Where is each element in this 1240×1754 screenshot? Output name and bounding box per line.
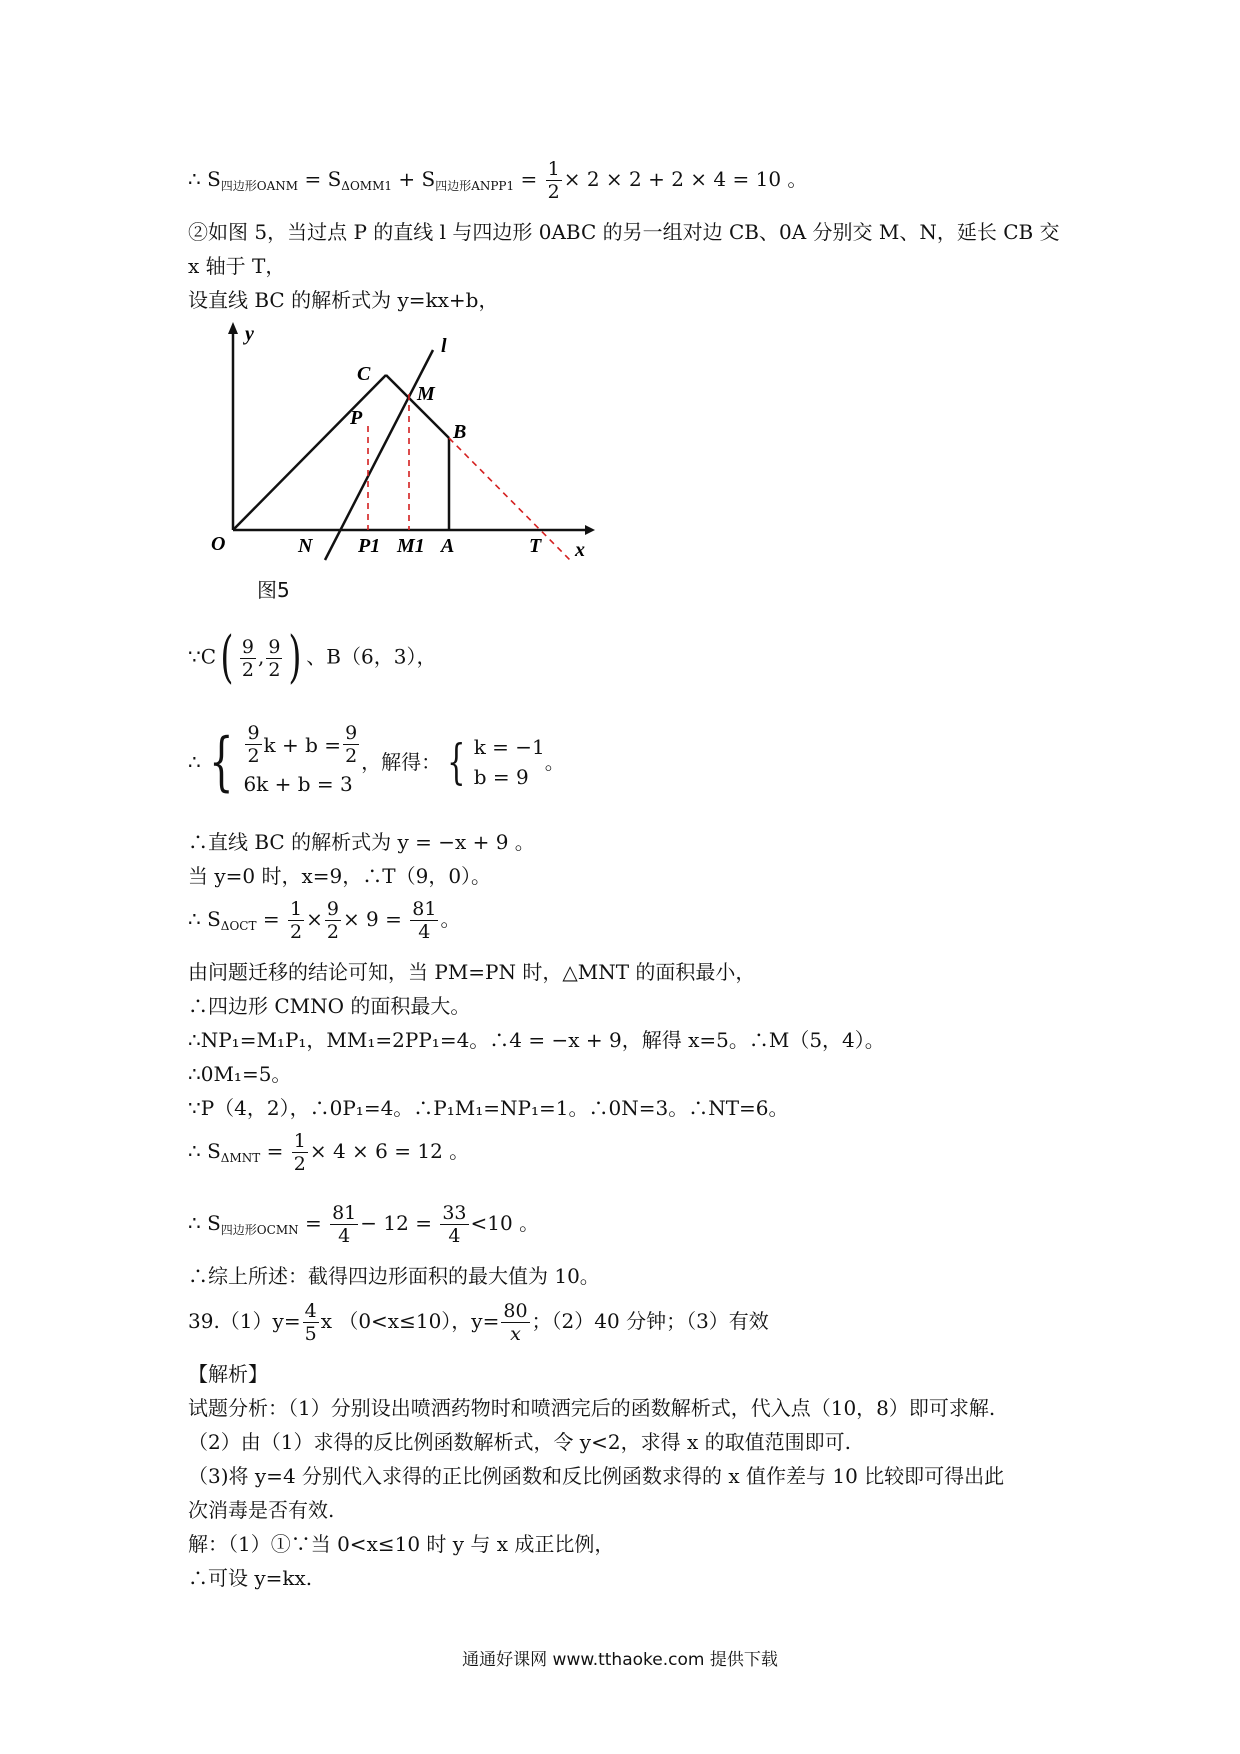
- x-axis-arrow-icon: [585, 525, 595, 535]
- text-line: ∴综上所述：截得四边形面积的最大值为 10。: [188, 1264, 600, 1288]
- label-x: x: [575, 539, 585, 561]
- text-line: ∴可设 y=kx.: [188, 1566, 313, 1590]
- equation-system-line: ∴ { $\frac{9}{2}$ k + b = $\frac{9}{2}$ 6k + b = 3 ，解得： { k = −1 b = 9 。: [188, 722, 565, 801]
- label-m1: M1: [397, 535, 425, 557]
- label-p1: P1: [358, 535, 381, 557]
- label-p: P: [350, 407, 363, 429]
- label-a: A: [441, 535, 455, 557]
- text-line: 次消毒是否有效.: [188, 1498, 335, 1522]
- text-line: 解：（1）①∵当 0<x≤10 时 y 与 x 成正比例，: [188, 1532, 615, 1556]
- text-line: ∴0M₁=5。: [188, 1062, 292, 1086]
- fraction-one-half: $\frac{1}{2}$: [547, 158, 560, 203]
- text-line: ∴NP₁=M₁P₁，MM₁=2PP₁=4。∴4 = −x + 9，解得 x=5。∴M（5，4）。: [188, 1028, 885, 1052]
- text-line: 试题分析：（1）分别设出喷洒药物时和喷洒完后的函数解析式，代入点（10，8）即可求解.: [188, 1396, 996, 1420]
- label-b: B: [453, 421, 467, 443]
- label-t: T: [529, 535, 542, 557]
- label-l: l: [441, 335, 447, 357]
- area-equation-oanm: ∴ $S_{四边形OANM} = S_{\Delta OMM1} + S_{四边形ANPP1}$ = $\frac{1}{2}$ × 2 × 2 + 2 × 4 = 10 。: [188, 158, 808, 203]
- solution-system: { k = −1 b = 9: [447, 733, 545, 790]
- label-c: C: [357, 363, 371, 385]
- label-n: N: [298, 535, 313, 557]
- text-line: （2）由（1）求得的反比例函数解析式，令 y<2，求得 x 的取值范围即可.: [188, 1430, 851, 1454]
- segment-oc: [233, 375, 386, 530]
- label-m: M: [417, 383, 435, 405]
- text-line: ∴四边形 CMNO 的面积最大。: [188, 994, 471, 1018]
- section-heading: 【解析】: [188, 1362, 268, 1386]
- text-line: ∵P（4，2），∴0P₁=4。∴P₁M₁=NP₁=1。∴0N=3。∴NT=6。: [188, 1096, 789, 1120]
- footer-source: 通通好课网 www.tthaoke.com 提供下载: [462, 1650, 778, 1670]
- text-line: 设直线 BC 的解析式为 y=kx+b，: [188, 288, 499, 312]
- area-equation-ocmn: ∴ $S_{四边形OCMN}$ = $\frac{81}{4}$ − 12 = $\frac{33}{4}$ <10 。: [188, 1202, 540, 1247]
- y-axis-arrow-icon: [228, 322, 238, 334]
- text-line: （3)将 y=4 分别代入求得的正比例函数和反比例函数求得的 x 值作差与 10 比较即可得出此: [188, 1464, 1005, 1488]
- equation-system: { $\frac{9}{2}$ k + b = $\frac{9}{2}$ 6k + b = 3: [208, 722, 358, 799]
- label-y: y: [245, 323, 254, 345]
- area-equation-oct: ∴ $S_{\Delta OCT}$ = $\frac{1}{2}$ × $\frac{9}{2}$ × 9 = $\frac{81}{4}$ 。: [188, 898, 461, 943]
- answer-39-line: 39.（1）y= $\frac{4}{5}$ x （0<x≤10），y= $\frac{80}{x}$ ；（2）40 分钟；（3）有效: [188, 1300, 769, 1345]
- text-line: 由问题迁移的结论可知，当 PM=PN 时，△MNT 的面积最小，: [188, 960, 756, 984]
- figure-5-diagram: [185, 320, 595, 580]
- extension-cb: [449, 438, 570, 560]
- point-coordinates-line: ∵C( $\frac{9}{2}$ , $\frac{9}{2}$ ) 、B（6，3），: [188, 625, 437, 690]
- text-line: ②如图 5，当过点 P 的直线 l 与四边形 0ABC 的另一组对边 CB、0A 分别交 M、N，延长 CB 交: [188, 220, 1060, 244]
- text-line: ∴直线 BC 的解析式为 y = −x + 9 。: [188, 830, 535, 854]
- label-o: O: [211, 533, 226, 555]
- area-equation-mnt: ∴ $S_{\Delta MNT}$ = $\frac{1}{2}$ × 4 × 6 = 12 。: [188, 1130, 470, 1175]
- text-line: x 轴于 T，: [188, 254, 286, 278]
- figure-caption: 图5: [257, 578, 290, 602]
- text-line: 当 y=0 时，x=9，∴T（9，0）。: [188, 864, 492, 888]
